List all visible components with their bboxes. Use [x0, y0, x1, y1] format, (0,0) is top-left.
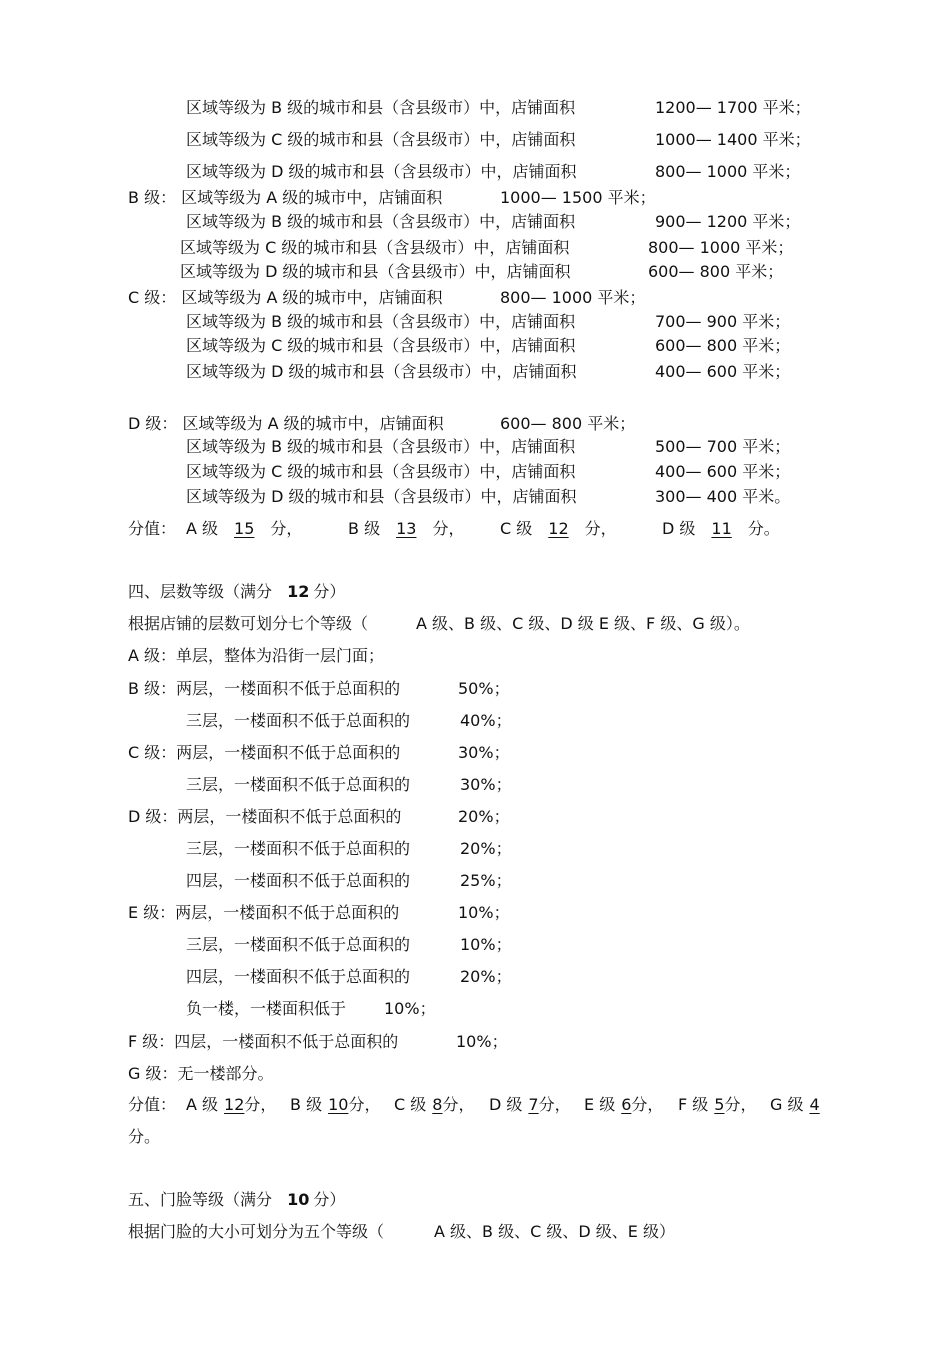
floor-score-e: E 级 6分， — [584, 1095, 664, 1114]
area-row — [186, 487, 791, 507]
area-row — [180, 238, 794, 258]
area-row — [186, 437, 791, 457]
area-row-text: 区域等级为 C 级的城市和县（含县级市）中，店铺面积 — [186, 462, 576, 481]
area-row-value: 800— 1000 平米； — [500, 288, 646, 307]
area-row — [180, 262, 784, 282]
score-a-value: 15 — [234, 519, 255, 538]
area-row-text: 区域等级为 D 级的城市和县（含县级市）中，店铺面积 — [180, 262, 571, 281]
score-a: A 级 15 分， — [186, 519, 303, 538]
floor-row: 四层，一楼面积不低于总面积的 25%； — [186, 871, 512, 890]
floor-row-pct: 10%； — [456, 1032, 508, 1051]
floor-row: 三层，一楼面积不低于总面积的 10%； — [186, 935, 512, 954]
facade-intro: 根据门脸的大小可划分为五个等级（ A 级、B 级、C 级、D 级、E 级） — [128, 1222, 675, 1241]
area-row-prefix: B 级： — [128, 188, 177, 207]
floor-score-a: A 级 12分， — [186, 1095, 277, 1114]
floor-row: 三层，一楼面积不低于总面积的 20%； — [186, 839, 512, 858]
area-row — [128, 188, 656, 208]
area-row — [128, 414, 636, 434]
area-row-value: 800— 1000 平米； — [655, 162, 801, 181]
area-row — [186, 162, 801, 182]
area-row-text: 区域等级为 B 级的城市和县（含县级市）中，店铺面积 — [186, 312, 576, 331]
area-row-text: 区域等级为 D 级的城市和县（含县级市）中，店铺面积 — [186, 162, 577, 181]
area-row — [186, 312, 791, 332]
floor-row-g: G 级：无一楼部分。 — [128, 1064, 274, 1083]
score-b-value: 13 — [396, 519, 417, 538]
area-row-text: 区域等级为 C 级的城市和县（含县级市）中，店铺面积 — [180, 238, 570, 257]
floor-row-pct: 20%； — [460, 839, 512, 858]
score-c-value: 12 — [548, 519, 569, 538]
floor-row: C 级：两层，一楼面积不低于总面积的 30%； — [128, 743, 510, 762]
floor-row: 负一楼，一楼面积低于 10%； — [186, 999, 436, 1018]
area-row-value: 400— 600 平米； — [655, 462, 791, 481]
score-c: C 级 12 分， — [500, 519, 617, 538]
floor-row-a: A 级：单层，整体为沿街一层门面； — [128, 646, 385, 665]
floor-row: 四层，一楼面积不低于总面积的 20%； — [186, 967, 512, 986]
facade-points: 10 — [287, 1190, 310, 1209]
floor-row-pct: 30%； — [458, 743, 510, 762]
area-row — [186, 336, 791, 356]
area-row-value: 1200— 1700 平米； — [655, 98, 811, 117]
area-row-text: 区域等级为 D 级的城市和县（含县级市）中，店铺面积 — [186, 487, 577, 506]
area-row-prefix: D 级： — [128, 414, 178, 433]
area-row — [128, 288, 646, 308]
area-row-value: 600— 800 平米； — [648, 262, 784, 281]
area-row — [186, 98, 811, 118]
floor-row-pct: 10%； — [460, 935, 512, 954]
area-row-value: 600— 800 平米； — [500, 414, 636, 433]
area-row — [186, 212, 801, 232]
section-heading-floors: 四、层数等级（满分 12 分） — [128, 582, 346, 601]
area-row-text: 区域等级为 C 级的城市和县（含县级市）中，店铺面积 — [186, 130, 576, 149]
floor-score-line — [128, 1095, 820, 1115]
area-score-line — [128, 519, 780, 539]
area-row — [186, 362, 791, 382]
floor-score-f: F 级 5分， — [678, 1095, 757, 1114]
area-row-value: 300— 400 平米。 — [655, 487, 791, 506]
floor-row: F 级：四层，一楼面积不低于总面积的 10%； — [128, 1032, 508, 1051]
floor-row-pct: 25%； — [460, 871, 512, 890]
floor-score-tail: 分。 — [128, 1127, 161, 1146]
floor-row: E 级：两层，一楼面积不低于总面积的 10%； — [128, 903, 510, 922]
area-row — [186, 130, 811, 150]
floor-row: D 级：两层，一楼面积不低于总面积的 20%； — [128, 807, 510, 826]
area-row-text: 区域等级为 A 级的城市中，店铺面积 — [182, 414, 444, 433]
floor-row-pct: 40%； — [460, 711, 512, 730]
area-row-text: 区域等级为 D 级的城市和县（含县级市）中，店铺面积 — [186, 362, 577, 381]
floor-row-pct: 20%； — [458, 807, 510, 826]
area-row-text: 区域等级为 C 级的城市和县（含县级市）中，店铺面积 — [186, 336, 576, 355]
area-row-value: 500— 700 平米； — [655, 437, 791, 456]
area-row-text: 区域等级为 B 级的城市和县（含县级市）中，店铺面积 — [186, 212, 576, 231]
area-row-text: 区域等级为 B 级的城市和县（含县级市）中，店铺面积 — [186, 98, 576, 117]
score-d: D 级 11 分。 — [662, 519, 780, 538]
floor-row-pct: 10%； — [458, 903, 510, 922]
floor-row-pct: 30%； — [460, 775, 512, 794]
floor-row: 三层，一楼面积不低于总面积的 40%； — [186, 711, 512, 730]
floor-score-b: B 级 10分， — [290, 1095, 381, 1114]
score-label: 分值： — [128, 519, 177, 538]
area-row-value: 700— 900 平米； — [655, 312, 791, 331]
floor-row: B 级：两层，一楼面积不低于总面积的 50%； — [128, 679, 510, 698]
area-row-prefix: C 级： — [128, 288, 177, 307]
area-row-text: 区域等级为 A 级的城市中，店铺面积 — [181, 288, 443, 307]
score-label: 分值： — [128, 1095, 177, 1114]
area-row-value: 800— 1000 平米； — [648, 238, 794, 257]
area-row-value: 1000— 1500 平米； — [500, 188, 656, 207]
area-row-value: 1000— 1400 平米； — [655, 130, 811, 149]
floor-row-pct: 50%； — [458, 679, 510, 698]
floor-row-pct: 10%； — [384, 999, 436, 1018]
floor-row: 三层，一楼面积不低于总面积的 30%； — [186, 775, 512, 794]
area-row-value: 900— 1200 平米； — [655, 212, 801, 231]
floor-intro: 根据店铺的层数可划分七个等级（ A 级、B 级、C 级、D 级 E 级、F 级、G 级）。 — [128, 614, 750, 633]
area-row-text: 区域等级为 B 级的城市和县（含县级市）中，店铺面积 — [186, 437, 576, 456]
score-b: B 级 13 分， — [348, 519, 465, 538]
section-heading-facade: 五、门脸等级（满分 10 分） — [128, 1190, 346, 1209]
floor-points: 12 — [287, 582, 310, 601]
area-row-text: 区域等级为 A 级的城市中，店铺面积 — [181, 188, 443, 207]
area-row-value: 400— 600 平米； — [655, 362, 791, 381]
floor-score-c: C 级 8分， — [394, 1095, 475, 1114]
floor-row-pct: 20%； — [460, 967, 512, 986]
floor-score-d: D 级 7分， — [489, 1095, 571, 1114]
area-row-value: 600— 800 平米； — [655, 336, 791, 355]
floor-score-g: G 级 4 — [770, 1095, 820, 1114]
area-row — [186, 462, 791, 482]
score-d-value: 11 — [711, 519, 732, 538]
